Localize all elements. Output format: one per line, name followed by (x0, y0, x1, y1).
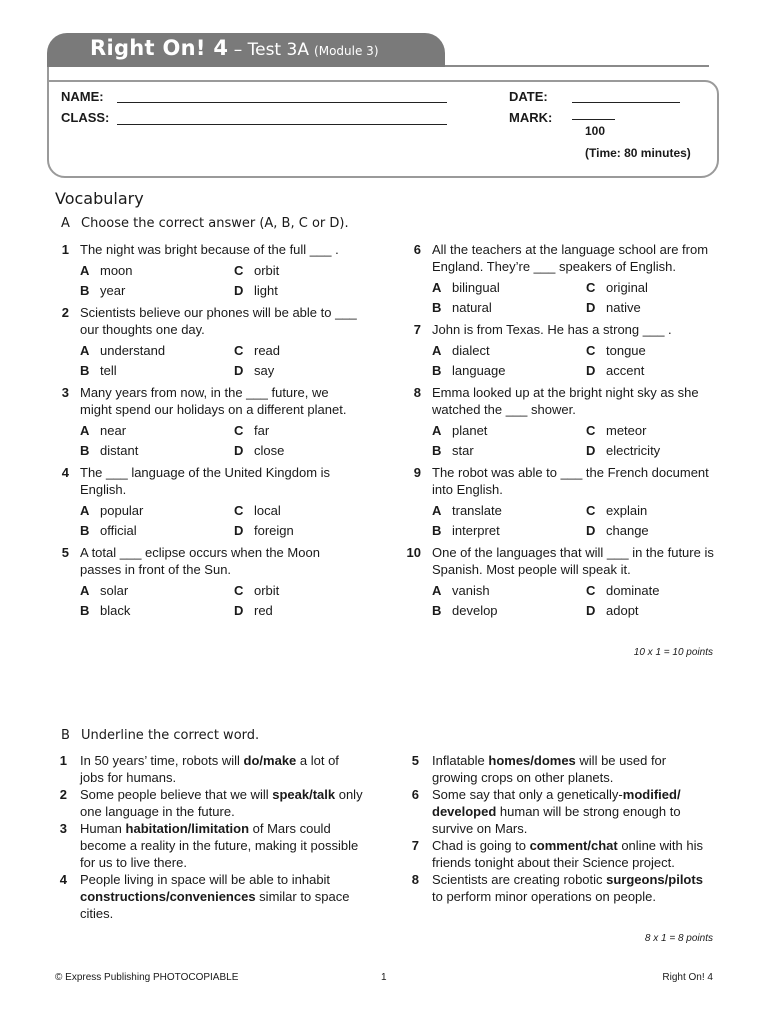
date-label: DATE: (509, 89, 548, 104)
word-choice[interactable]: surgeons/pilots (606, 872, 703, 887)
option-a[interactable] (80, 502, 143, 519)
item-text-line (80, 752, 339, 769)
option-letter: B (432, 443, 442, 458)
sentence-fragment: a lot of (296, 753, 339, 768)
word-choice[interactable]: do/make (243, 753, 297, 768)
item-text-line (432, 769, 666, 786)
exercise-b-instruction: Underline the correct word. (81, 728, 260, 743)
option-letter: A (80, 583, 90, 598)
word-choice[interactable]: speak/talk (272, 787, 336, 802)
option-text: explain (606, 503, 648, 518)
option-b[interactable] (432, 442, 474, 459)
option-letter: C (586, 280, 596, 295)
item-text-line (432, 837, 703, 854)
sentence-fragment: growing crops on other planets. (432, 770, 614, 785)
sentence-fragment: People living in space will be able to inhabit (80, 872, 331, 887)
option-text: tell (100, 363, 117, 378)
option-text: say (254, 363, 275, 378)
option-b[interactable] (432, 522, 500, 539)
exercise-a-instruction: Choose the correct answer (A, B, C or D). (81, 216, 349, 231)
option-letter: A (80, 343, 90, 358)
question-text-line: Spanish. Most people will speak it. (432, 562, 631, 577)
question-number: 7 (413, 322, 421, 337)
exercise-b-heading (61, 728, 259, 743)
question-text-line: The ___ language of the United Kingdom is (80, 465, 331, 480)
option-text: orbit (254, 263, 280, 278)
option-letter: C (234, 583, 244, 598)
option-text: light (254, 283, 278, 298)
question-text (432, 241, 708, 275)
question-text (80, 241, 339, 258)
exercise-a-letter: A (61, 216, 70, 231)
option-letter: D (586, 523, 596, 538)
option-d[interactable] (586, 362, 644, 379)
question-text (432, 384, 699, 418)
sentence-fragment: Human (80, 821, 126, 836)
question-text-line: might spend our holidays on a different planet. (80, 402, 347, 417)
option-letter: C (234, 423, 244, 438)
item-text-line (432, 820, 681, 837)
sentence-fragment: become a reality in the future, making it possible (80, 838, 359, 853)
item-text-line (432, 871, 703, 888)
option-b[interactable] (80, 442, 138, 459)
option-text: electricity (606, 443, 661, 458)
footer-copyright: © Express Publishing PHOTOCOPIABLE (55, 972, 239, 983)
option-d[interactable] (234, 442, 284, 459)
sentence-fragment: of Mars could (249, 821, 331, 836)
sentence-fragment: similar to space (255, 889, 350, 904)
question-text (80, 384, 346, 418)
option-c[interactable] (586, 502, 647, 519)
option-text: foreign (254, 523, 294, 538)
question-number: 5 (61, 545, 69, 560)
question-number: 6 (413, 242, 421, 257)
sentence-fragment: human will be strong enough to (496, 804, 681, 819)
sentence-fragment: friends tonight about their Science project. (432, 855, 675, 870)
question-text (432, 544, 714, 578)
option-a[interactable] (432, 502, 502, 519)
item-text (80, 786, 363, 820)
question-text-line: into English. (432, 482, 503, 497)
option-text: distant (100, 443, 139, 458)
option-b[interactable] (80, 362, 117, 379)
option-letter: C (234, 503, 244, 518)
option-d[interactable] (586, 602, 639, 619)
option-text: accent (606, 363, 645, 378)
section-title: Vocabulary (55, 189, 144, 208)
option-b[interactable] (80, 282, 125, 299)
option-text: red (254, 603, 273, 618)
item-text (80, 752, 339, 786)
option-letter: D (586, 300, 596, 315)
footer-book-title: Right On! 4 (662, 972, 713, 983)
option-letter: B (80, 283, 90, 298)
option-b[interactable] (432, 299, 492, 316)
option-letter: D (586, 443, 596, 458)
option-text: dominate (606, 583, 660, 598)
item-text-line (80, 769, 339, 786)
option-d[interactable] (234, 282, 278, 299)
option-text: change (606, 523, 649, 538)
word-choice[interactable]: homes/domes (488, 753, 576, 768)
question-text-line: our thoughts one day. (80, 322, 205, 337)
word-choice[interactable]: developed (432, 804, 497, 819)
item-number: 3 (59, 821, 67, 836)
option-a[interactable] (432, 279, 500, 296)
item-text (432, 871, 703, 905)
option-a[interactable] (432, 342, 490, 359)
option-text: star (452, 443, 474, 458)
option-d[interactable] (586, 522, 649, 539)
item-text (80, 820, 358, 871)
item-number: 6 (411, 787, 419, 802)
option-c[interactable] (586, 279, 648, 296)
sentence-fragment: Chad is going to (432, 838, 530, 853)
question-number: 2 (61, 305, 69, 320)
option-b[interactable] (432, 362, 506, 379)
exercise-a-points: 10 x 1 = 10 points (633, 647, 713, 658)
option-letter: C (586, 343, 596, 358)
question-number: 1 (61, 242, 69, 257)
option-text: vanish (452, 583, 490, 598)
word-choice[interactable]: constructions/conveniences (80, 889, 256, 904)
sentence-fragment: survive on Mars. (432, 821, 528, 836)
option-text: solar (100, 583, 129, 598)
option-c[interactable] (234, 262, 279, 279)
option-letter: A (432, 343, 442, 358)
item-text (432, 837, 703, 871)
sentence-fragment: only (335, 787, 363, 802)
option-letter: D (234, 603, 244, 618)
word-choice[interactable]: habitation/limitation (125, 821, 250, 836)
option-d[interactable] (586, 442, 660, 459)
title-sub: – Test 3A (228, 40, 309, 60)
option-letter: B (432, 523, 442, 538)
question-text-line: All the teachers at the language school are from (432, 242, 709, 257)
item-text-line (80, 888, 349, 905)
option-text: official (100, 523, 137, 538)
question-text-line: passes in front of the Sun. (80, 562, 232, 577)
option-text: black (100, 603, 131, 618)
option-c[interactable] (234, 502, 281, 519)
title-main: Right On! 4 (90, 36, 229, 60)
option-letter: C (586, 423, 596, 438)
option-letter: B (432, 603, 442, 618)
title-rule (445, 65, 709, 67)
mark-label: MARK: (509, 110, 553, 125)
option-text: far (254, 423, 270, 438)
option-text: native (606, 300, 641, 315)
question-number: 3 (61, 385, 69, 400)
question-text (432, 321, 672, 338)
item-text-line (80, 803, 363, 820)
option-text: close (254, 443, 285, 458)
exercise-a-heading (61, 216, 349, 231)
option-letter: A (80, 263, 90, 278)
mark-line[interactable] (572, 119, 615, 120)
sentence-fragment: to perform minor operations on people. (432, 889, 657, 904)
option-d[interactable] (234, 362, 274, 379)
option-c[interactable] (234, 582, 279, 599)
option-letter: C (586, 503, 596, 518)
option-letter: C (586, 583, 596, 598)
question-text-line: John is from Texas. He has a strong ___ . (432, 322, 672, 337)
option-letter: B (80, 443, 90, 458)
option-letter: A (432, 583, 442, 598)
title-module: (Module 3) (314, 44, 379, 58)
option-letter: D (234, 523, 244, 538)
option-a[interactable] (432, 582, 490, 599)
question-number: 8 (413, 385, 421, 400)
item-number: 1 (59, 753, 67, 768)
word-choice[interactable]: comment/chat (529, 838, 618, 853)
option-text: original (606, 280, 648, 295)
sentence-fragment: In 50 years’ time, robots will (80, 753, 244, 768)
footer-page-number: 1 (381, 972, 387, 983)
question-text-line: The night was bright because of the full ___ . (80, 242, 339, 257)
option-b[interactable] (432, 602, 498, 619)
exercise-b-points: 8 x 1 = 8 points (644, 933, 713, 944)
option-letter: C (234, 263, 244, 278)
sentence-fragment: will be used for (575, 753, 667, 768)
question-text-line: Scientists believe our phones will be able to ___ (80, 305, 357, 320)
option-text: meteor (606, 423, 647, 438)
student-info-box (47, 80, 719, 178)
question-number: 4 (61, 465, 69, 480)
sentence-fragment: jobs for humans. (80, 770, 177, 785)
option-letter: A (432, 503, 442, 518)
item-text-line (432, 786, 681, 803)
item-text-line (80, 871, 349, 888)
item-number: 7 (411, 838, 419, 853)
option-text: local (254, 503, 281, 518)
option-text: translate (452, 503, 502, 518)
option-a[interactable] (80, 342, 165, 359)
option-d[interactable] (234, 522, 294, 539)
sentence-fragment: for us to live there. (80, 855, 187, 870)
option-letter: B (432, 300, 442, 315)
class-label: CLASS: (61, 110, 110, 125)
option-c[interactable] (234, 342, 280, 359)
option-a[interactable] (80, 262, 133, 279)
option-letter: B (80, 363, 90, 378)
question-text (432, 464, 709, 498)
option-text: natural (452, 300, 492, 315)
sentence-fragment: cities. (80, 906, 114, 921)
name-label: NAME: (61, 89, 104, 104)
item-number: 4 (59, 872, 67, 887)
word-choice[interactable]: modified/ (622, 787, 681, 802)
question-number: 9 (413, 465, 421, 480)
option-text: read (254, 343, 281, 358)
option-text: popular (100, 503, 144, 518)
option-letter: D (586, 603, 596, 618)
option-c[interactable] (586, 582, 659, 599)
option-text: dialect (452, 343, 490, 358)
option-letter: A (432, 423, 442, 438)
item-number: 5 (411, 753, 419, 768)
sentence-fragment: online with his (617, 838, 703, 853)
item-text-line (432, 888, 703, 905)
question-text-line: A total ___ eclipse occurs when the Moon (80, 545, 320, 560)
name-line[interactable] (117, 102, 447, 103)
question-text-line: The robot was able to ___ the French document (432, 465, 709, 480)
test-title (90, 36, 379, 60)
option-letter: D (234, 443, 244, 458)
option-letter: C (234, 343, 244, 358)
option-c[interactable] (234, 422, 269, 439)
option-letter: A (80, 423, 90, 438)
option-a[interactable] (80, 422, 126, 439)
item-text-line (80, 786, 363, 803)
question-text-line: Many years from now, in the ___ future, we (80, 385, 329, 400)
option-c[interactable] (586, 422, 646, 439)
option-letter: D (586, 363, 596, 378)
exercise-b-letter: B (61, 728, 70, 743)
sentence-fragment: Scientists are creating robotic (432, 872, 607, 887)
date-line[interactable] (572, 102, 680, 103)
option-text: planet (452, 423, 488, 438)
question-text (80, 464, 330, 498)
sentence-fragment: one language in the future. (80, 804, 235, 819)
option-text: year (100, 283, 126, 298)
option-text: tongue (606, 343, 646, 358)
item-text (432, 786, 681, 837)
item-text-line (80, 837, 358, 854)
question-text-line: England. They’re ___ speakers of English. (432, 259, 677, 274)
sentence-fragment: Inflatable (432, 753, 489, 768)
item-text-line (432, 803, 681, 820)
question-text (80, 304, 357, 338)
option-letter: B (80, 523, 90, 538)
item-text (80, 871, 349, 922)
option-b[interactable] (80, 602, 130, 619)
item-text-line (80, 905, 349, 922)
option-d[interactable] (586, 299, 641, 316)
option-text: interpret (452, 523, 500, 538)
time-limit: (Time: 80 minutes) (585, 146, 691, 160)
question-text (80, 544, 320, 578)
sentence-fragment: Some say that only a genetically- (432, 787, 623, 802)
option-text: develop (452, 603, 498, 618)
question-text-line: Emma looked up at the bright night sky as she (432, 385, 699, 400)
item-text (432, 752, 666, 786)
item-number: 8 (411, 872, 419, 887)
item-text-line (432, 752, 666, 769)
item-text-line (80, 854, 358, 871)
option-letter: B (432, 363, 442, 378)
question-text-line: watched the ___ shower. (432, 402, 576, 417)
option-text: understand (100, 343, 166, 358)
question-number: 10 (406, 545, 421, 560)
option-letter: D (234, 283, 244, 298)
option-letter: B (80, 603, 90, 618)
item-text-line (80, 820, 358, 837)
option-a[interactable] (432, 422, 487, 439)
item-text-line (432, 854, 703, 871)
question-text-line: English. (80, 482, 127, 497)
option-letter: D (234, 363, 244, 378)
option-c[interactable] (586, 342, 646, 359)
option-text: orbit (254, 583, 280, 598)
option-text: adopt (606, 603, 639, 618)
sentence-fragment: Some people believe that we will (80, 787, 273, 802)
option-text: bilingual (452, 280, 500, 295)
option-letter: A (432, 280, 442, 295)
option-text: near (100, 423, 127, 438)
option-letter: A (80, 503, 90, 518)
item-number: 2 (59, 787, 67, 802)
option-d[interactable] (234, 602, 273, 619)
option-text: language (452, 363, 506, 378)
option-b[interactable] (80, 522, 137, 539)
option-a[interactable] (80, 582, 128, 599)
question-text-line: One of the languages that will ___ in the future is (432, 545, 714, 560)
class-line[interactable] (117, 124, 447, 125)
option-text: moon (100, 263, 133, 278)
mark-total: 100 (585, 124, 606, 138)
